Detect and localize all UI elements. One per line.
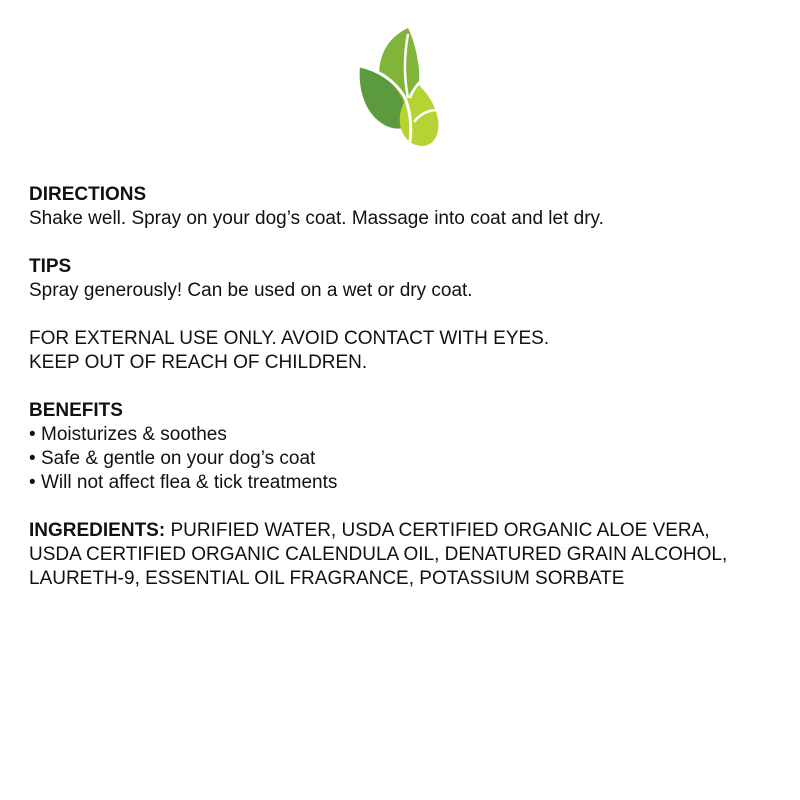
bullet-icon: • (29, 448, 36, 469)
product-info (29, 183, 789, 615)
tips-text: Spray generously! Can be used on a wet or dry coat. (29, 280, 473, 301)
benefits-heading: BENEFITS (29, 400, 123, 421)
tips-heading: TIPS (29, 256, 72, 277)
benefits-list (29, 423, 789, 495)
ingredients-line (29, 519, 789, 543)
benefit-text: Will not affect flea & tick treatments (41, 472, 338, 493)
ingredients-text: PURIFIED WATER, USDA CERTIFIED ORGANIC ALOE VERA, (165, 520, 710, 541)
tips-section (29, 255, 789, 303)
list-item (29, 423, 789, 447)
benefit-text: Safe & gentle on your dog’s coat (41, 448, 316, 469)
bullet-icon: • (29, 472, 36, 493)
directions-section (29, 183, 789, 231)
bullet-icon: • (29, 424, 36, 445)
directions-text: Shake well. Spray on your dog’s coat. Massage into coat and let dry. (29, 208, 604, 229)
ingredients-line: USDA CERTIFIED ORGANIC CALENDULA OIL, DENATURED GRAIN ALCOHOL, (29, 544, 728, 565)
ingredients-label: INGREDIENTS: (29, 520, 166, 541)
ingredients-section (29, 519, 789, 591)
list-item (29, 447, 789, 471)
directions-heading: DIRECTIONS (29, 184, 147, 205)
warning-line: KEEP OUT OF REACH OF CHILDREN. (29, 352, 368, 373)
benefits-section (29, 399, 789, 495)
ingredients-line: LAURETH-9, ESSENTIAL OIL FRAGRANCE, POTASSIUM SORBATE (29, 568, 625, 589)
warning-section (29, 327, 789, 375)
warning-line: FOR EXTERNAL USE ONLY. AVOID CONTACT WITH EYES. (29, 328, 550, 349)
benefit-text: Moisturizes & soothes (41, 424, 227, 445)
list-item (29, 471, 789, 495)
leaf-droplet-logo-icon (356, 26, 440, 148)
